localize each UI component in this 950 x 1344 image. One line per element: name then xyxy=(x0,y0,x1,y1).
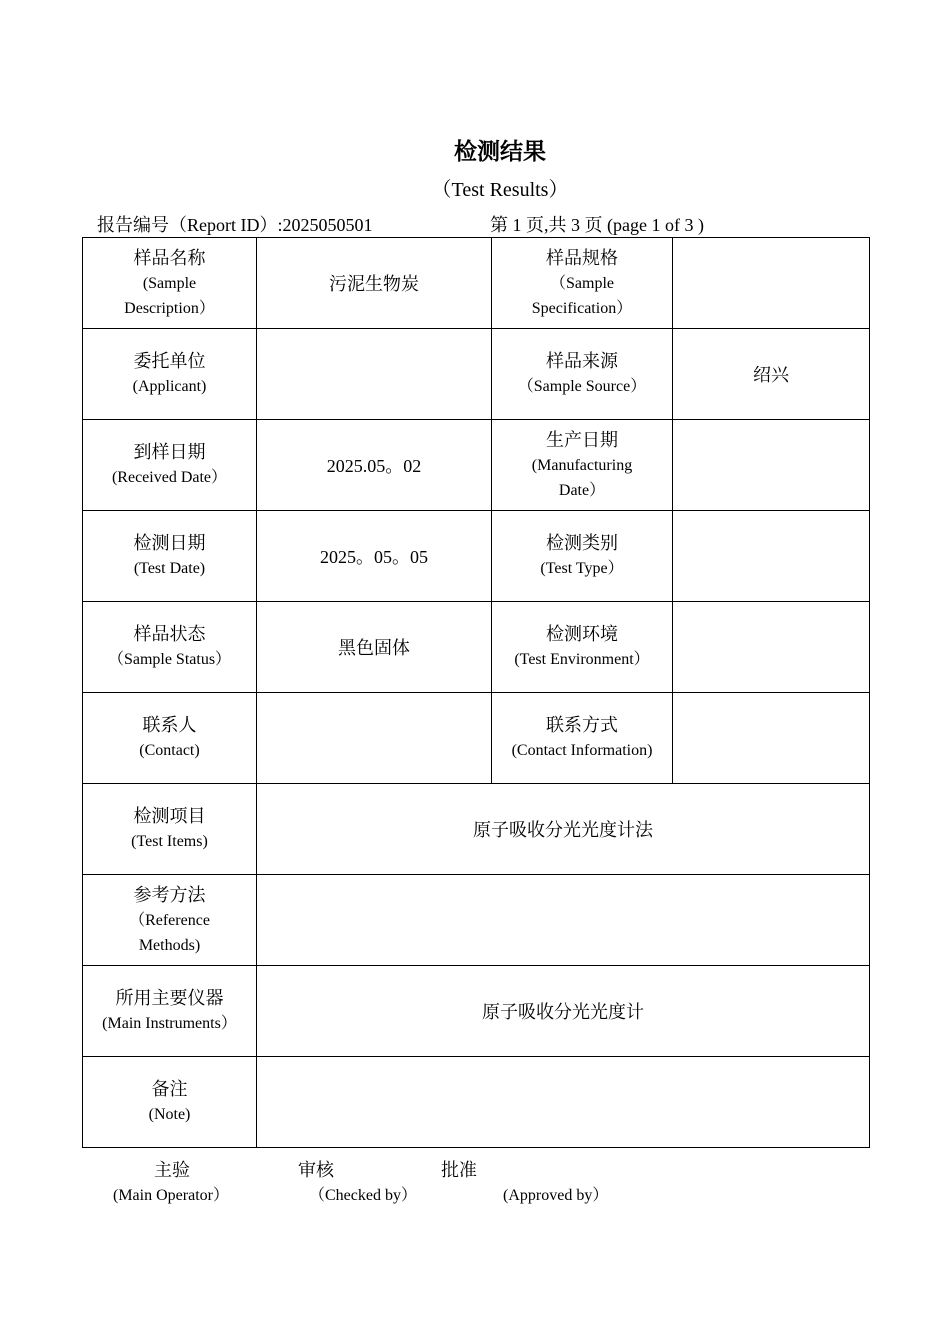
checked-by-label: 审核 xyxy=(298,1160,334,1180)
sample-source-value: 绍兴 xyxy=(673,329,870,420)
sample-source-label: 样品来源 （Sample Source） xyxy=(492,329,673,420)
sample-status-value: 黑色固体 xyxy=(257,602,492,693)
test-items-label: 检测项目 (Test Items) xyxy=(83,784,257,875)
manufacturing-date-value xyxy=(673,420,870,511)
sample-name-value: 污泥生物炭 xyxy=(257,238,492,329)
received-date-label: 到样日期 (Received Date） xyxy=(83,420,257,511)
contact-label: 联系人 (Contact) xyxy=(83,693,257,784)
checked-by-en-label: （Checked by） xyxy=(309,1187,417,1204)
results-table xyxy=(82,237,870,1148)
table-row xyxy=(83,784,870,875)
approved-by-label: 批准 xyxy=(441,1160,477,1180)
test-type-value xyxy=(673,511,870,602)
applicant-label: 委托单位 (Applicant) xyxy=(83,329,257,420)
page-title: 检测结果 xyxy=(454,139,546,165)
sample-status-label: 样品状态 （Sample Status） xyxy=(83,602,257,693)
approved-by-en-label: (Approved by） xyxy=(503,1187,609,1204)
table-row xyxy=(83,238,870,329)
sample-spec-label: 样品规格 （Sample Specification） xyxy=(492,238,673,329)
table-row xyxy=(83,511,870,602)
sample-spec-value xyxy=(673,238,870,329)
contact-value xyxy=(257,693,492,784)
contact-info-label: 联系方式 (Contact Information) xyxy=(492,693,673,784)
test-env-value xyxy=(673,602,870,693)
main-operator-label: 主验 xyxy=(154,1160,190,1180)
main-instruments-value: 原子吸收分光光度计 xyxy=(257,966,870,1057)
test-type-label: 检测类别 (Test Type） xyxy=(492,511,673,602)
reference-methods-label: 参考方法 （Reference Methods) xyxy=(83,875,257,966)
sample-name-label: 样品名称 (Sample Description） xyxy=(83,238,257,329)
note-label: 备注 (Note) xyxy=(83,1057,257,1148)
test-env-label: 检测环境 (Test Environment） xyxy=(492,602,673,693)
main-operator-en-label: (Main Operator） xyxy=(113,1187,229,1204)
table-row xyxy=(83,1057,870,1148)
manufacturing-date-label: 生产日期 (Manufacturing Date） xyxy=(492,420,673,511)
table-row xyxy=(83,693,870,784)
table-row xyxy=(83,966,870,1057)
page-info: 第 1 页,共 3 页 (page 1 of 3 ) xyxy=(490,215,704,235)
main-instruments-label: 所用主要仪器 (Main Instruments） xyxy=(83,966,257,1057)
note-value xyxy=(257,1057,870,1148)
page-subtitle: （Test Results） xyxy=(431,179,569,201)
table-row xyxy=(83,329,870,420)
reference-methods-value xyxy=(257,875,870,966)
contact-info-value xyxy=(673,693,870,784)
test-items-value: 原子吸收分光光度计法 xyxy=(257,784,870,875)
table-row xyxy=(83,420,870,511)
table-row xyxy=(83,875,870,966)
test-date-value: 2025。05。05 xyxy=(257,511,492,602)
applicant-value xyxy=(257,329,492,420)
test-date-label: 检测日期 (Test Date) xyxy=(83,511,257,602)
report-id: 报告编号（Report ID）:2025050501 xyxy=(97,215,373,235)
table-row xyxy=(83,602,870,693)
received-date-value: 2025.05。02 xyxy=(257,420,492,511)
